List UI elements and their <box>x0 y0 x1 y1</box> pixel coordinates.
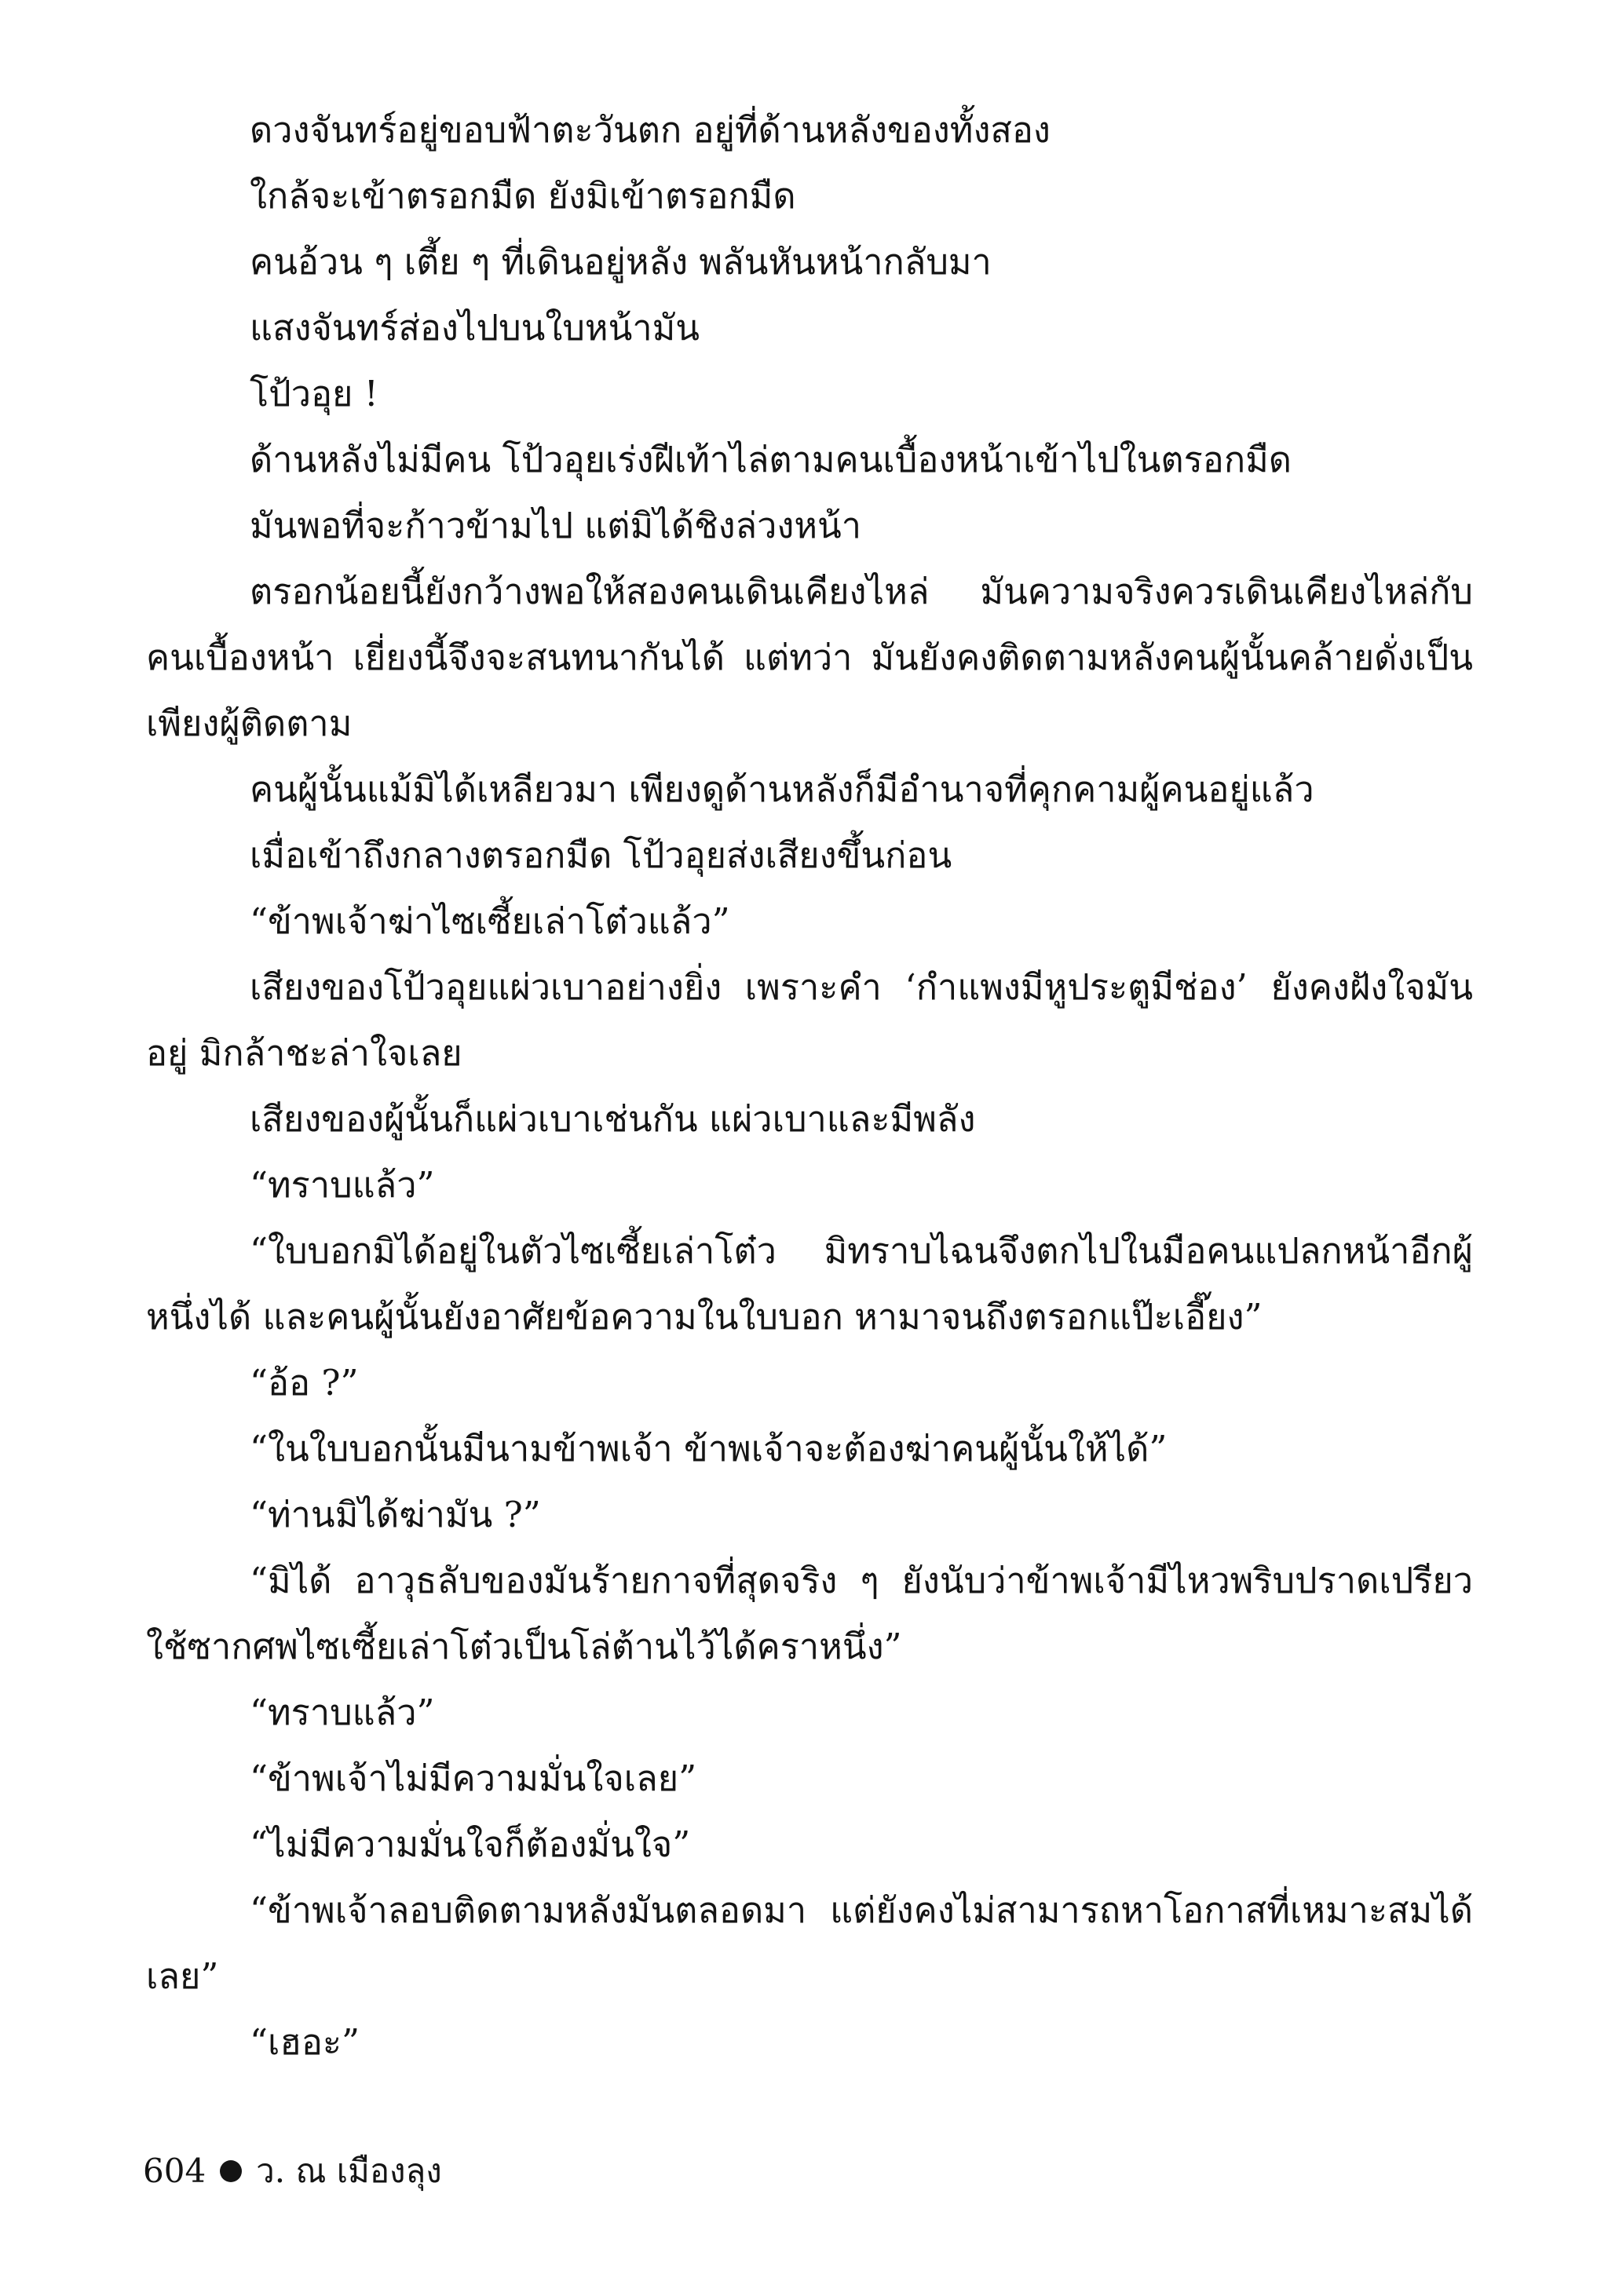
paragraph: เสียงของโป้วอุยแผ่วเบาอย่างยิ่ง เพราะคำ ‘กำแพงมีหูประตูมีช่อง’ ยังคงฝังใจมันอยู่ มิกล้าชะล่าใจเลย <box>146 966 1473 1074</box>
paragraph: คนผู้นั้นแม้มิได้เหลียวมา เพียงดูด้านหลังก็มีอำนาจที่คุกคามผู้คนอยู่แล้ว <box>250 768 1314 810</box>
paragraph: “ข้าพเจ้าฆ่าไซเซี้ยเล่าโต๋วแล้ว” <box>250 900 730 942</box>
paragraph: โป้วอุย ! <box>250 373 378 414</box>
page-footer <box>143 2148 442 2195</box>
paragraph: “ท่านมิได้ฆ่ามัน ?” <box>250 1494 541 1535</box>
paragraph: เมื่อเข้าถึงกลางตรอกมืด โป้วอุยส่งเสียงขึ้นก่อน <box>250 834 952 876</box>
paragraph: ตรอกน้อยนี้ยังกว้างพอให้สองคนเดินเคียงไหล่ มันความจริงควรเดินเคียงไหล่กับคนเบื้องหน้า เยี่ยงนี้จึงจะสนทนากันได้ แต่ทว่า มันยังคงติดตามหลังคนผู้นั้นคล้ายดั่งเป็นเพียงผู้ติดตาม <box>146 571 1473 744</box>
paragraph: แสงจันทร์ส่องไปบนใบหน้ามัน <box>250 307 700 349</box>
paragraph: ใกล้จะเข้าตรอกมืด ยังมิเข้าตรอกมืด <box>250 175 796 217</box>
paragraph: “มิได้ อาวุธลับของมันร้ายกาจที่สุดจริง ๆ ยังนับว่าข้าพเจ้ามีไหวพริบปราดเปรียวใช้ซากศพไซเซี้ยเล่าโต๋วเป็นโล่ต้านไว้ได้คราหนึ่ง” <box>146 1560 1473 1667</box>
paragraph: “ทราบแล้ว” <box>250 1692 435 1733</box>
bullet-icon <box>220 2160 242 2182</box>
paragraph: “ข้าพเจ้าลอบติดตามหลังมันตลอดมา แต่ยังคงไม่สามารถหาโอกาสที่เหมาะสมได้เลย” <box>146 1889 1473 1997</box>
paragraph: “เฮอะ” <box>250 2021 360 2063</box>
paragraph: เสียงของผู้นั้นก็แผ่วเบาเช่นกัน แผ่วเบาและมีพลัง <box>250 1098 976 1140</box>
paragraph: ด้านหลังไม่มีคน โป้วอุยเร่งฝีเท้าไล่ตามคนเบื้องหน้าเข้าไปในตรอกมืด <box>250 439 1292 480</box>
paragraph: “ในใบบอกนั้นมีนามข้าพเจ้า ข้าพเจ้าจะต้องฆ่าคนผู้นั้นให้ได้” <box>250 1428 1168 1469</box>
paragraph: “ไม่มีความมั่นใจก็ต้องมั่นใจ” <box>250 1823 691 1865</box>
body-text <box>146 97 1473 2075</box>
paragraph: “ทราบแล้ว” <box>250 1164 435 1206</box>
paragraph: “ข้าพเจ้าไม่มีความมั่นใจเลย” <box>250 1758 697 1799</box>
page-number: 604 <box>143 2152 206 2190</box>
paragraph: “อ้อ ?” <box>250 1362 359 1404</box>
paragraph: ดวงจันทร์อยู่ขอบฟ้าตะวันตก อยู่ที่ด้านหลังของทั้งสอง <box>250 109 1051 151</box>
author-name: ว. ณ เมืองลุง <box>256 2152 442 2190</box>
paragraph: “ใบบอกมิได้อยู่ในตัวไซเซี้ยเล่าโต๋ว มิทราบไฉนจึงตกไปในมือคนแปลกหน้าอีกผู้หนึ่งได้ และคนผู้นั้นยังอาศัยข้อความในใบบอก หามาจนถึงตรอกแป๊ะเอี๊ยง” <box>146 1230 1473 1338</box>
paragraph: คนอ้วน ๆ เตี้ย ๆ ที่เดินอยู่หลัง พลันหันหน้ากลับมา <box>250 241 992 283</box>
paragraph: มันพอที่จะก้าวข้ามไป แต่มิได้ชิงล่วงหน้า <box>250 505 862 546</box>
